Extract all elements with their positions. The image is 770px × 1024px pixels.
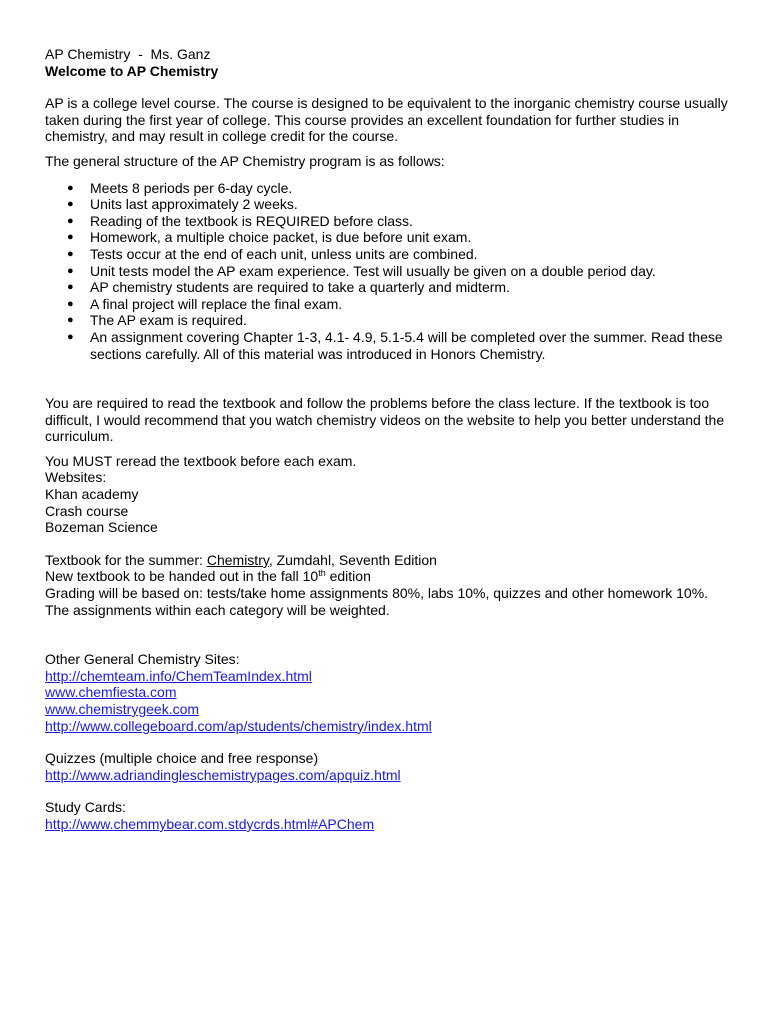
websites-label: Websites: — [45, 469, 107, 486]
list-item: ● Units last approximately 2 weeks. — [67, 196, 298, 213]
structure-intro: The general structure of the AP Chemistry program is as follows: — [45, 152, 445, 169]
website-item: Khan academy — [45, 486, 139, 503]
bullet-icon: ● — [67, 231, 74, 244]
list-item: ● Homework, a multiple choice packet, is due before unit exam. — [67, 229, 472, 246]
list-item: ● Reading of the textbook is REQUIRED before class. — [67, 212, 413, 229]
grading-line: Grading will be based on: tests/take home assignments 80%, labs 10%, quizzes and other homework 10%. — [45, 585, 709, 602]
bullet-icon: ● — [67, 330, 74, 343]
list-item: ● A final project will replace the final exam. — [67, 295, 343, 312]
bullet-icon: ● — [67, 297, 74, 310]
bullet-icon: ● — [67, 314, 74, 327]
bullet-icon: ● — [67, 281, 74, 294]
textbook-line: Textbook for the summer: Chemistry, Zumdahl, Seventh Edition — [45, 551, 437, 568]
reading-note: You are required to read the textbook and follow the problems before the class lecture. If the textbook is too difficult, I would recommend that you watch chemistry videos on the website to help you better understand the curriculum. — [45, 395, 725, 445]
page-title: Welcome to AP Chemistry — [45, 62, 219, 79]
reread-note: You MUST reread the textbook before each exam. — [45, 452, 357, 469]
other-sites-label: Other General Chemistry Sites: — [45, 651, 240, 668]
list-item: ● Unit tests model the AP exam experience. Test will usually be given on a double period day. — [67, 262, 656, 279]
structure-list — [45, 180, 730, 363]
weighting-line: The assignments within each category will be weighted. — [45, 601, 390, 618]
list-item: ● The AP exam is required. — [67, 312, 247, 329]
bullet-icon: ● — [67, 181, 74, 194]
list-item: ● Tests occur at the end of each unit, unless units are combined. — [67, 245, 478, 262]
list-item: ● AP chemistry students are required to take a quarterly and midterm. — [67, 279, 510, 296]
study-cards-link[interactable]: http://www.chemmybear.com.stdycrds.html#APChem — [45, 815, 375, 832]
collegeboard-link[interactable]: http://www.collegeboard.com/ap/students/chemistry/index.html — [45, 717, 432, 734]
chemistrygeek-link[interactable]: www.chemistrygeek.com — [45, 701, 200, 717]
website-item: Bozeman Science — [45, 519, 158, 536]
new-textbook-line: New textbook to be handed out in the fall 10th edition — [45, 568, 371, 585]
textbook-title: Chemistry — [206, 551, 269, 568]
list-item: ● An assignment covering Chapter 1-3, 4.1- 4.9, 5.1-5.4 will be completed over the summer. Read these sections carefully. All of this material was introduced in Honors Chemistry. — [67, 328, 723, 362]
study-cards-label: Study Cards: — [45, 799, 126, 816]
bullet-icon: ● — [67, 264, 74, 277]
course-header: AP Chemistry - Ms. Ganz — [45, 46, 211, 62]
intro-paragraph: AP is a college level course. The course is designed to be equivalent to the inorganic chemistry course usually taken during the first year of college. This course provides an excellent foundation for further studies in chemistry, and may result in college credit for the course. — [45, 95, 728, 145]
bullet-icon: ● — [67, 247, 74, 260]
bullet-icon: ● — [67, 198, 74, 211]
bullet-icon: ● — [67, 214, 74, 227]
chemfiesta-link[interactable]: www.chemfiesta.com — [45, 684, 177, 701]
chemteam-link[interactable]: http://chemteam.info/ChemTeamIndex.html — [45, 667, 312, 684]
quizzes-label: Quizzes (multiple choice and free response) — [45, 750, 319, 767]
website-item: Crash course — [45, 502, 129, 519]
list-item: ● Meets 8 periods per 6-day cycle. — [67, 179, 293, 196]
quiz-link[interactable]: http://www.adriandingleschemistrypages.com/apquiz.html — [45, 766, 401, 783]
